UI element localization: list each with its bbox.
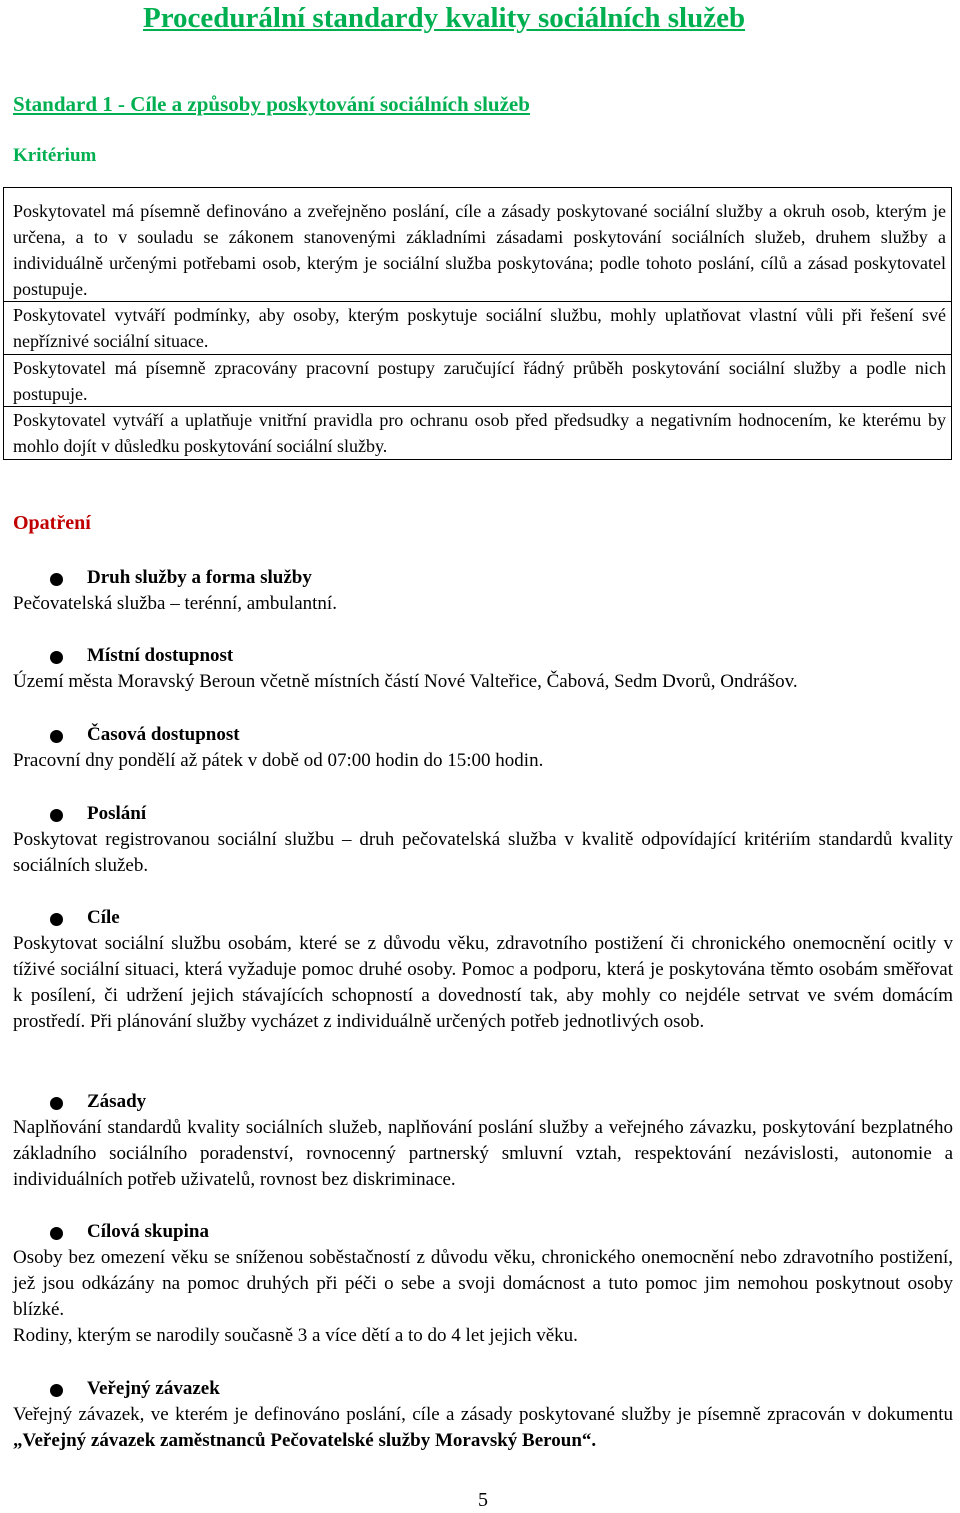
bullet-icon — [50, 1097, 63, 1110]
bullet-icon — [50, 651, 63, 664]
bullet-icon — [50, 913, 63, 926]
section-heading: Zásady — [87, 1091, 147, 1112]
criterion-4: Poskytovatel vytváří a uplatňuje vnitřní pravidla pro ochranu osob před předsudky a negativním hodnocením, ke kterému by mohlo dojít v důsledku poskytování sociální služby. — [13, 410, 946, 456]
section-heading: Veřejný závazek — [87, 1378, 220, 1399]
bullet-icon — [50, 730, 63, 743]
criterion-heading: Kritérium — [13, 145, 97, 166]
bullet-icon — [50, 1227, 63, 1240]
section-text: Naplňování standardů kvality sociálních služeb, naplňování poslání služby a veřejného závazku, poskytování bezplatného základního sociálního poradenství, rovnocenný partnerský smluvní vztah, respektování nezávislosti, autonomie a individuálních potřeb uživatelů, rovnost bez diskriminace. — [13, 1117, 953, 1190]
section-heading: Druh služby a forma služby — [87, 567, 312, 588]
standard-heading: Standard 1 - Cíle a způsoby poskytování sociálních služeb — [13, 92, 530, 116]
page-title: Procedurální standardy kvality sociálních služeb — [143, 2, 746, 34]
section-heading: Cíle — [87, 907, 120, 928]
section-heading: Místní dostupnost — [87, 645, 234, 666]
section-heading: Časová dostupnost — [87, 724, 240, 745]
section-text: Území města Moravský Beroun včetně místních částí Nové Valteřice, Čabová, Sedm Dvorů, Ondrášov. — [13, 671, 798, 692]
document-name: „Veřejný závazek zaměstnanců Pečovatelské služby Moravský Beroun“. — [13, 1430, 597, 1451]
criterion-3: Poskytovatel má písemně zpracovány pracovní postupy zaručující řádný průběh poskytování sociální služby a podle nich postupuje. — [13, 358, 946, 404]
section-text-2: Rodiny, kterým se narodily současně 3 a více dětí a to do 4 let jejich věku. — [13, 1325, 578, 1346]
section-text: Poskytovat registrovanou sociální službu – druh pečovatelská služba v kvalitě odpovídající kritériím standardů kvality sociálních služeb. — [13, 829, 953, 876]
criterion-1: Poskytovatel má písemně definováno a zveřejněno poslání, cíle a zásady poskytované sociální služby a okruh osob, kterým je určena, a to v souladu se zákonem stanovenými základními zásadami poskytování sociálních služeb, druhem služby a individuálně určenými potřebami osob, kterým je sociální služba poskytována; podle tohoto poslání, cílů a zásad poskytovatel postupuje. — [13, 201, 946, 299]
section-text: Osoby bez omezení věku se sníženou soběstačností z důvodu věku, chronického onemocnění nebo zdravotního postižení, jež jsou odkázány na pomoc druhých při péči o sebe a svoji domácnost a tuto pomoc jim nemohou poskytnout osoby blízké. — [13, 1247, 953, 1320]
criterion-2: Poskytovatel vytváří podmínky, aby osoby, kterým poskytuje sociální službu, mohly uplatňovat vlastní vůli při řešení své nepříznivé sociální situace. — [13, 305, 946, 351]
page-number: 5 — [478, 1489, 488, 1511]
section-text: Pečovatelská služba – terénní, ambulantní. — [13, 593, 337, 614]
section-heading: Cílová skupina — [87, 1221, 209, 1242]
bullet-icon — [50, 809, 63, 822]
criteria-box — [3, 187, 952, 460]
measures-heading: Opatření — [13, 512, 91, 534]
bullet-icon — [50, 573, 63, 586]
section-heading: Poslání — [87, 803, 147, 824]
section-text-plain: Veřejný závazek, ve kterém je definováno poslání, cíle a zásady poskytované služby je písemně zpracován v dokumentu — [13, 1404, 953, 1425]
section-text: Poskytovat sociální službu osobám, které se z důvodu věku, zdravotního postižení či chronického onemocnění ocitly v tíživé sociální situaci, která vyžaduje pomoc druhé osoby. Pomoc a podporu, která je poskytována těmto osobám směřovat k posílení, či udržení jejich stávajících schopností a dovedností tak, aby mohly co nejdéle setrvat ve svém domácím prostředí. Při plánování služby vycházet z individuálně určených potřeb jednotlivých osob. — [13, 933, 953, 1032]
section-text — [13, 1402, 953, 1454]
section-text: Pracovní dny pondělí až pátek v době od 07:00 hodin do 15:00 hodin. — [13, 750, 544, 771]
bullet-icon — [50, 1384, 63, 1397]
